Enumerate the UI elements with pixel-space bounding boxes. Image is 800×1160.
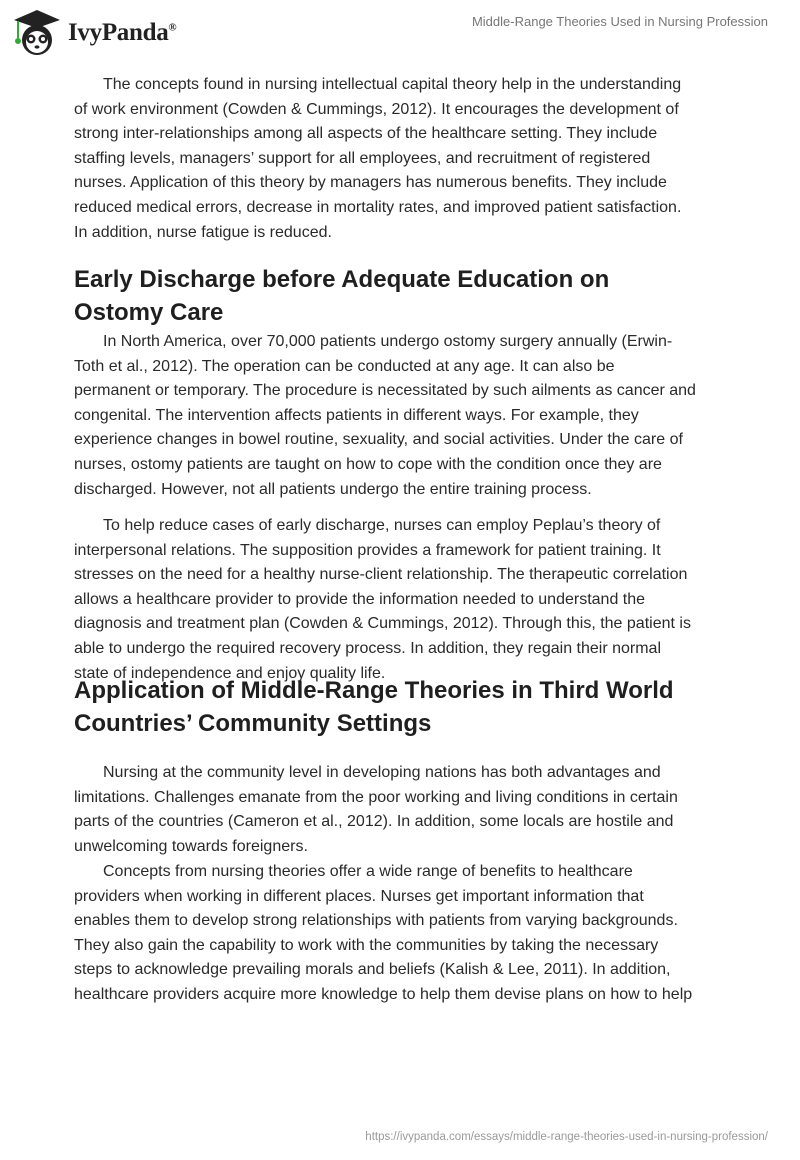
paragraph-theory-benefits	[74, 860, 734, 1008]
text-line: Concepts from nursing theories offer a wide range of benefits to healthcare	[103, 863, 633, 880]
text-line: To help reduce cases of early discharge, nurses can employ Peplau’s theory of	[103, 517, 661, 534]
text-line: unwelcoming towards foreigners.	[74, 837, 308, 855]
heading-line: Countries’ Community Settings	[74, 710, 432, 737]
paragraph-peplau	[74, 514, 734, 686]
text-line: diagnosis and treatment plan (Cowden & Cummings, 2012). Through this, the patient is	[74, 615, 691, 633]
paragraph-community-nursing	[74, 761, 734, 859]
text-line: In North America, over 70,000 patients undergo ostomy surgery annually (Erwin-	[103, 333, 673, 350]
text-line: The concepts found in nursing intellectual capital theory help in the understanding	[103, 76, 682, 93]
text-line: limitations. Challenges emanate from the poor working and living conditions in certain	[74, 788, 678, 806]
heading-line: Early Discharge before Adequate Education on	[74, 266, 610, 293]
heading-early-discharge	[74, 263, 734, 329]
text-line: staffing levels, managers’ support for all employees, and recruitment of registered	[74, 149, 651, 167]
text-line: permanent or temporary. The procedure is necessitated by such ailments as cancer and	[74, 382, 696, 400]
text-line: healthcare providers acquire more knowledge to help them devise plans on how to help	[74, 985, 693, 1003]
text-line: steps to acknowledge prevailing morals and beliefs (Kalish & Lee, 2011). In addition,	[74, 961, 671, 979]
document-title: Middle-Range Theories Used in Nursing Profession	[471, 14, 768, 29]
text-line: Toth et al., 2012). The operation can be conducted at any age. It can also be	[74, 357, 615, 375]
heading-third-world	[74, 674, 734, 740]
text-line: nurses. Application of this theory by managers has numerous benefits. They include	[74, 174, 667, 192]
text-line: providers when working in different places. Nurses get important information that	[74, 887, 644, 905]
text-line: enables them to develop strong relationships with patients from varying backgrounds.	[74, 912, 678, 930]
text-line: They also gain the capability to work with the communities by taking the necessary	[74, 936, 659, 954]
text-line: congenital. The intervention affects patients in different ways. For example, they	[74, 406, 639, 424]
heading-line: Ostomy Care	[74, 299, 224, 326]
text-line: reduced medical errors, decrease in mortality rates, and improved patient satisfaction.	[74, 198, 682, 216]
text-line: nurses, ostomy patients are taught on how to cope with the condition once they are	[74, 455, 662, 473]
text-line: of work environment (Cowden & Cummings, 2012). It encourages the development of	[74, 100, 679, 118]
text-line: allows a healthcare provider to provide the information needed to understand the	[74, 590, 646, 608]
text-line: state of independence and enjoy quality life.	[74, 664, 386, 682]
text-line: experience changes in bowel routine, sexuality, and social activities. Under the care of	[74, 431, 683, 449]
ivypanda-logo[interactable]	[12, 8, 176, 58]
text-line: stresses on the need for a healthy nurse-client relationship. The therapeutic correlation	[74, 566, 688, 584]
text-line: Nursing at the community level in developing nations has both advantages and	[103, 764, 661, 781]
text-line: In addition, nurse fatigue is reduced.	[74, 223, 332, 241]
paragraph-intellectual-capital	[74, 73, 734, 245]
heading-line: Application of Middle-Range Theories in Third World	[74, 677, 674, 704]
text-line: discharged. However, not all patients undergo the entire training process.	[74, 480, 592, 498]
logo-text: IvyPanda®	[68, 19, 177, 46]
source-url[interactable]: https://ivypanda.com/essays/middle-range-theories-used-in-nursing-profession/	[365, 1131, 768, 1143]
text-line: able to undergo the required recovery process. In addition, they regain their normal	[74, 639, 662, 657]
panda-graduate-icon	[12, 8, 62, 58]
text-line: strong inter-relationships among all aspects of the healthcare setting. They include	[74, 125, 658, 143]
text-line: parts of the countries (Cameron et al., 2012). In addition, some locals are hostile and	[74, 813, 674, 831]
paragraph-ostomy	[74, 330, 734, 502]
text-line: interpersonal relations. The supposition provides a framework for patient training. It	[74, 541, 661, 559]
